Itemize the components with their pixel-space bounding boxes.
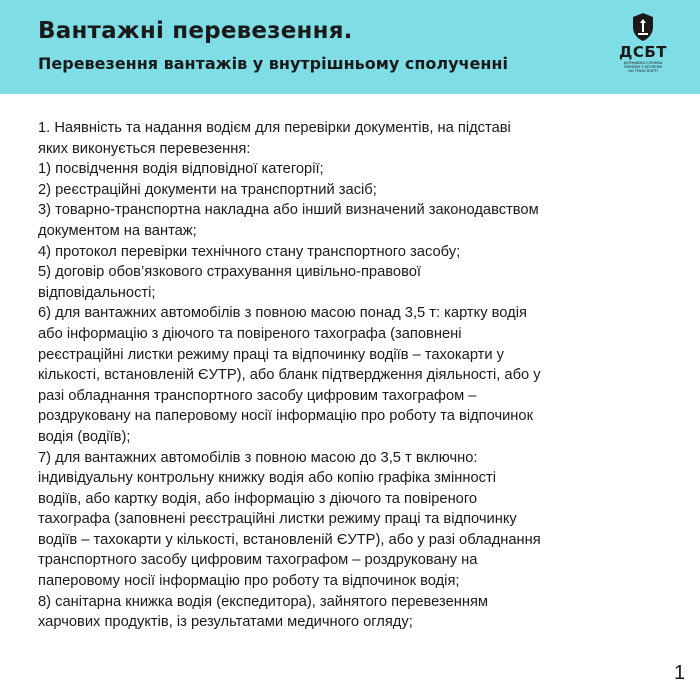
- text-line: харчових продуктів, із результатами медичного огляду;: [38, 614, 413, 631]
- text-line: 4) протокол перевірки технічного стану транспортного засобу;: [38, 243, 461, 260]
- text-line: реєстраційні листки режиму праці та відпочинку водіїв – тахокарти у: [38, 346, 505, 363]
- page-number: 1: [674, 662, 686, 684]
- text-line: 2) реєстраційні документи на транспортний засіб;: [38, 181, 377, 198]
- page-subtitle: Перевезення вантажів у внутрішньому сполученні: [38, 54, 508, 73]
- text-line: 3) товарно-транспортна накладна або інший визначений законодавством: [38, 202, 539, 219]
- text-line: 7) для вантажних автомобілів з повною масою до 3,5 т включно:: [38, 449, 478, 466]
- text-line: або інформацію з діючого та повіреного тахографа (заповнені: [38, 325, 462, 342]
- text-line: яких виконується перевезення:: [38, 140, 251, 157]
- text-line: паперовому носії інформацію про роботу та відпочинок водія;: [38, 573, 460, 590]
- shield-emblem-icon: [631, 12, 655, 42]
- text-line: відповідальності;: [38, 284, 156, 301]
- logo-subtitle-line: НА ТРАНСПОРТІ: [628, 69, 658, 74]
- text-line: документом на вантаж;: [38, 222, 197, 239]
- text-line: 1) посвідчення водія відповідної категорії;: [38, 161, 324, 178]
- document-body: [38, 118, 683, 633]
- logo-subtitle-line: УКРАЇНИ З БЕЗПЕКИ: [624, 65, 662, 70]
- logo-subtitle: [617, 61, 669, 74]
- page-title: Вантажні перевезення.: [38, 18, 353, 44]
- text-line: разі обладнання транспортного засобу цифровим тахографом –: [38, 387, 477, 404]
- text-line: водіїв, або картку водія, або інформацію з діючого та повіреного: [38, 490, 478, 507]
- text-line: індивідуальну контрольну книжку водія або копію графіка змінності: [38, 470, 496, 487]
- logo-subtitle-line: ДЕРЖАВНА СЛУЖБА: [623, 61, 663, 65]
- text-line: транспортного засобу цифровим тахографом – роздруковану на: [38, 552, 478, 569]
- logo-name: ДСБТ: [618, 43, 668, 61]
- text-line: водіїв – тахокарти у кількості, встановленій ЄУТР), або у разі обладнання: [38, 531, 541, 548]
- dsbt-logo: [612, 12, 674, 88]
- text-line: 5) договір обов’язкового страхування цивільно-правової: [38, 264, 421, 281]
- text-line: тахографа (заповнені реєстраційні листки режиму праці та відпочинку: [38, 511, 517, 528]
- header-banner: [0, 0, 700, 94]
- text-line: 8) санітарна книжка водія (експедитора), зайнятого перевезенням: [38, 593, 489, 610]
- text-line: роздруковану на паперовому носії інформацію про роботу та відпочинок: [38, 408, 534, 425]
- text-line: кількості, встановленій ЄУТР), або бланк підтвердження діяльності, або у: [38, 367, 541, 384]
- text-line: водія (водіїв);: [38, 428, 131, 445]
- text-line: 6) для вантажних автомобілів з повною масою понад 3,5 т: картку водія: [38, 305, 527, 322]
- text-line: 1. Наявність та надання водієм для перевірки документів, на підставі: [38, 120, 511, 136]
